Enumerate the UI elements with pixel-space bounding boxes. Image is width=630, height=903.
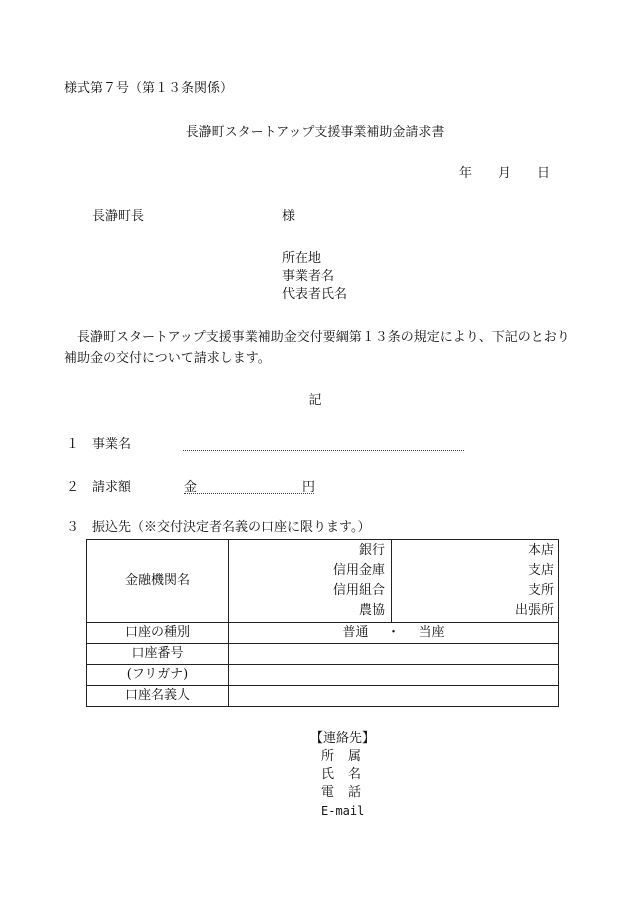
amount-suffix: 円	[302, 480, 316, 495]
institution-row	[87, 540, 559, 623]
date-day: 日	[537, 166, 551, 181]
institution-label: 金融機関名	[87, 540, 229, 623]
name-char-1: 氏	[321, 767, 335, 782]
item3-number: ３	[66, 520, 80, 535]
branch-types-cell	[392, 540, 559, 623]
contact-name	[321, 766, 361, 784]
item2-label: 請求額	[92, 480, 132, 495]
addressee-honorific: 様	[282, 209, 296, 224]
contact-title: 【連絡先】	[310, 731, 376, 746]
addressee-name: 長瀞町長	[92, 209, 145, 224]
ki-heading: 記	[308, 393, 322, 408]
institution-type-shinkin: 信用金庫	[332, 563, 385, 578]
contact-email-label: E-mail	[321, 804, 365, 818]
date-year: 年	[459, 166, 473, 181]
account-type-ordinary: 普通	[342, 625, 369, 640]
account-holder-label: 口座名義人	[87, 686, 229, 707]
request-body-text: 長瀞町スタートアップ支援事業補助金交付要綱第１３条の規定により、下記のとおり補助金の交付について請求します。	[64, 330, 570, 366]
item1-number: １	[66, 437, 80, 452]
account-type-separator: ・	[386, 625, 400, 640]
form-number: 様式第７号（第１３条関係）	[64, 81, 234, 96]
business-name-dotted-line	[183, 450, 464, 451]
affiliation-char-2: 属	[348, 749, 362, 764]
name-char-2: 名	[348, 767, 362, 782]
contact-phone	[321, 784, 361, 802]
business-name-label: 事業者名	[282, 269, 335, 284]
branch-type-head: 本店	[527, 543, 554, 558]
account-holder-field	[229, 686, 559, 707]
account-number-row	[87, 644, 559, 665]
phone-char-1: 電	[321, 785, 335, 800]
institution-type-nokyo: 農協	[358, 603, 385, 618]
amount-prefix: 金	[184, 480, 198, 495]
applicant-block	[282, 250, 347, 304]
representative-label: 代表者氏名	[282, 287, 348, 302]
furigana-field	[229, 665, 559, 686]
amount-dotted-line	[184, 493, 314, 494]
item3-label: 振込先（※交付決定者名義の口座に限ります。）	[92, 520, 371, 535]
affiliation-char-1: 所	[321, 749, 335, 764]
document-title: 長瀞町スタートアップ支援事業補助金請求書	[185, 125, 445, 140]
branch-type-office: 支所	[527, 583, 554, 598]
branch-type-branch: 支店	[527, 563, 554, 578]
institution-types-cell	[229, 540, 392, 623]
contact-affiliation	[321, 748, 361, 766]
branch-type-sub-office: 出張所	[514, 603, 554, 618]
account-number-field	[229, 644, 559, 665]
item1-label: 事業名	[92, 437, 132, 452]
address-label: 所在地	[282, 251, 322, 266]
phone-char-2: 話	[348, 785, 362, 800]
account-number-label: 口座番号	[87, 644, 229, 665]
date-line	[459, 165, 550, 183]
account-type-label: 口座の種別	[87, 623, 229, 644]
institution-type-bank: 銀行	[358, 543, 385, 558]
account-type-row	[87, 623, 559, 644]
item2-number: ２	[66, 480, 80, 495]
account-type-options	[229, 623, 559, 644]
account-type-current: 当座	[418, 625, 445, 640]
account-holder-row	[87, 686, 559, 707]
institution-type-shinkumi: 信用組合	[332, 583, 385, 598]
furigana-label: (フリガナ)	[87, 665, 229, 686]
date-month: 月	[498, 166, 512, 181]
furigana-row	[87, 665, 559, 686]
bank-account-table	[86, 539, 559, 707]
